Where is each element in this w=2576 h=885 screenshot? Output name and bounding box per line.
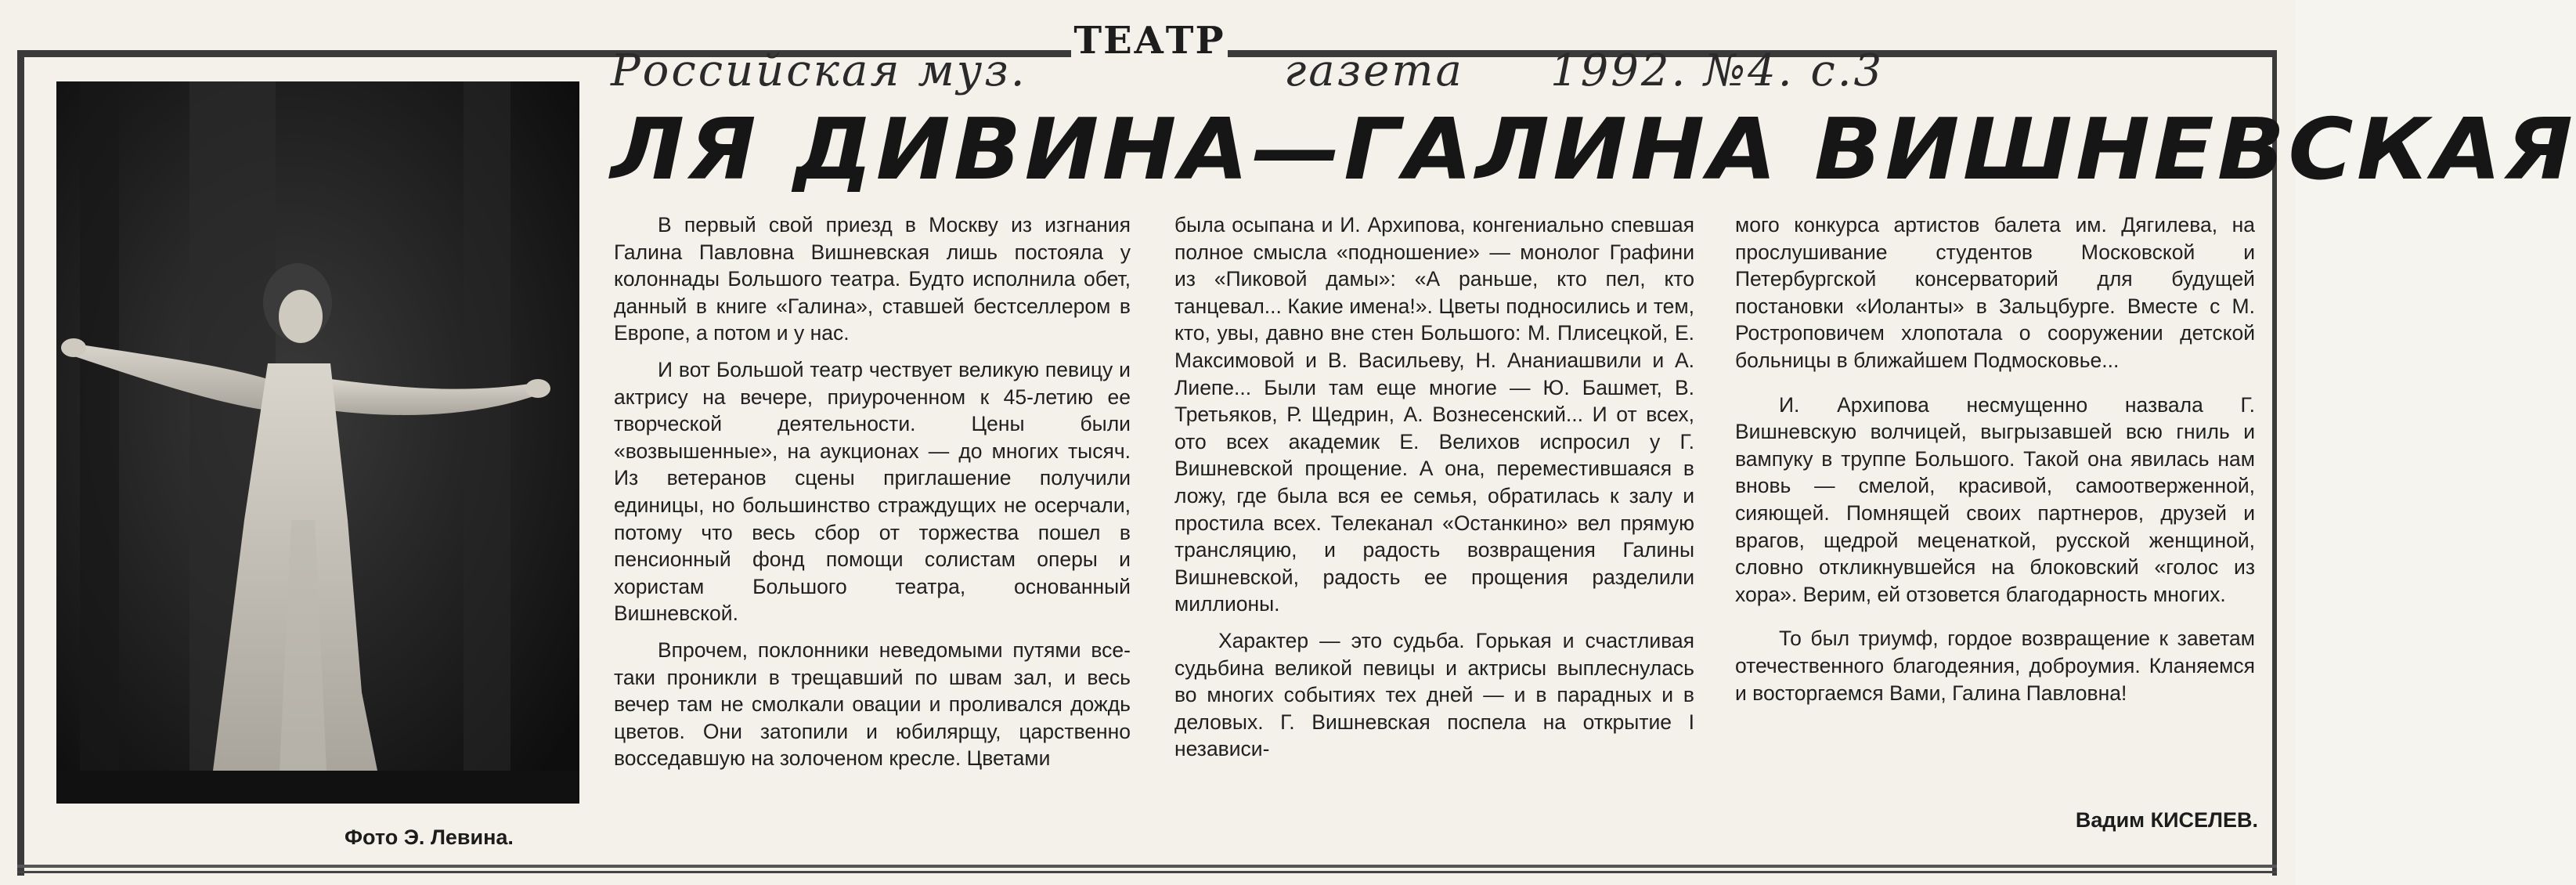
singer-photo-illustration [56,81,579,804]
paragraph: В первый свой приезд в Москву из изгнания Галина Павловна Вишневская лишь постояла у колоннады Большого театра. Будто исполнила обет, данный в книге «Галина», ставшей бестселлером в Европе, а потом и у нас. [614,213,1131,345]
author-byline: Вадим КИСЕЛЕВ. [2075,808,2258,832]
handwritten-paper: газета [1284,45,1464,96]
photo-singer-on-stage [56,81,579,804]
paragraph: И. Архипова несмущенно назвала Г. Вишневскую волчицей, выгрызавшей всю гниль и вампуку в труппе Большого. Такой она явилась нам вновь — смелой, красивой, самоотверженной, сияющей. Помнящей своих партнеров, друзей и врагов, щедрой меценаткой, русской женщиной, словно откликнувшейся на блоковский «голос из хора». Верим, ей отзовется благодарность многих. [1735,392,2255,606]
headline: ЛЯ ДИВИНА—ГАЛИНА ВИШНЕВСКАЯ [611,101,2576,199]
photo-credit: Фото Э. Левина. [345,825,514,849]
article-column-2 [1174,211,1694,763]
handwritten-publication: Российская муз. [611,45,1027,96]
paragraph: Впрочем, поклонники неведомыми путями все-таки проникли в трещавший по швам зал, и весь вечер там не смолкали овации и проливался дождь цветов. Они затопили и юбилярщу, царственно восседавшую на золоченом кресле. Цветами [614,638,1131,771]
article-column-1 [614,211,1131,772]
section-label: ТЕАТР [1071,17,1228,64]
handwritten-issue: 1992. №4. с.3 [1550,45,1885,96]
bottom-rule-double [17,871,2277,873]
paragraph: мого конкурса артистов балета им. Дягилева, на прослушивание студентов Московской и Петербургской консерваторий для будущей постановки «Иоланты» в Зальцбурге. Вместе с М. Ростроповичем хлопотала о сооружении детской больницы в ближайшем Подмосковье... [1735,213,2255,372]
bottom-rule [17,865,2277,868]
paragraph: То был триумф, гордое возвращение к заветам отечественного благодеяния, доброумия. Кланяемся и восторгаемся Вами, Галина Павловна! [1735,627,2255,705]
paragraph: Характер — это судьба. Горькая и счастливая судьбина великой певицы и актрисы выплеснулась во многих событиях тех дней — и в парадных и в деловых. Г. Вишневская поспела на открытие I независи- [1174,628,1694,761]
paragraph: И вот Большой театр чествует великую певицу и актрису на вечере, приуроченном к 45-летию ее творческой деятельности. Цены были «возвышенные», на аукционах — до многих тысяч. Из ветеранов сцены приглашение получили единицы, но большинство страждущих не осерчали, потому что весь сбор от торжества пошел в пенсионный фонд помощи солистам оперы и хористам Большого театра, основанный Вишневской. [614,357,1131,626]
article-column-3 [1735,211,2255,706]
paragraph: была осыпана и И. Архипова, конгениально спевшая полное смысла «подношение» — монолог Графини из «Пиковой дамы»: «А раньше, кто пел, кто танцевал... Какие имена!». Цветы подносились и тем, кто, увы, давно вне стен Большого: М. Плисецкой, Е. Максимовой и В. Васильеву, Н. Ананиашвили и А. Лиепе... Были там еще многие — Ю. Башмет, В. Третьяков, Р. Щедрин, А. Вознесенский... И от всех, ото всех академик Е. Велихов испросил у Г. Вишневской прощение. А она, переместившаяся в ложу, где была вся ее семья, обратилась к залу и простила всех. Телеканал «Останкино» вел прямую трансляцию, и радость возвращения Галины Вишневской, радость ее прощения разделили миллионы. [1174,213,1694,616]
